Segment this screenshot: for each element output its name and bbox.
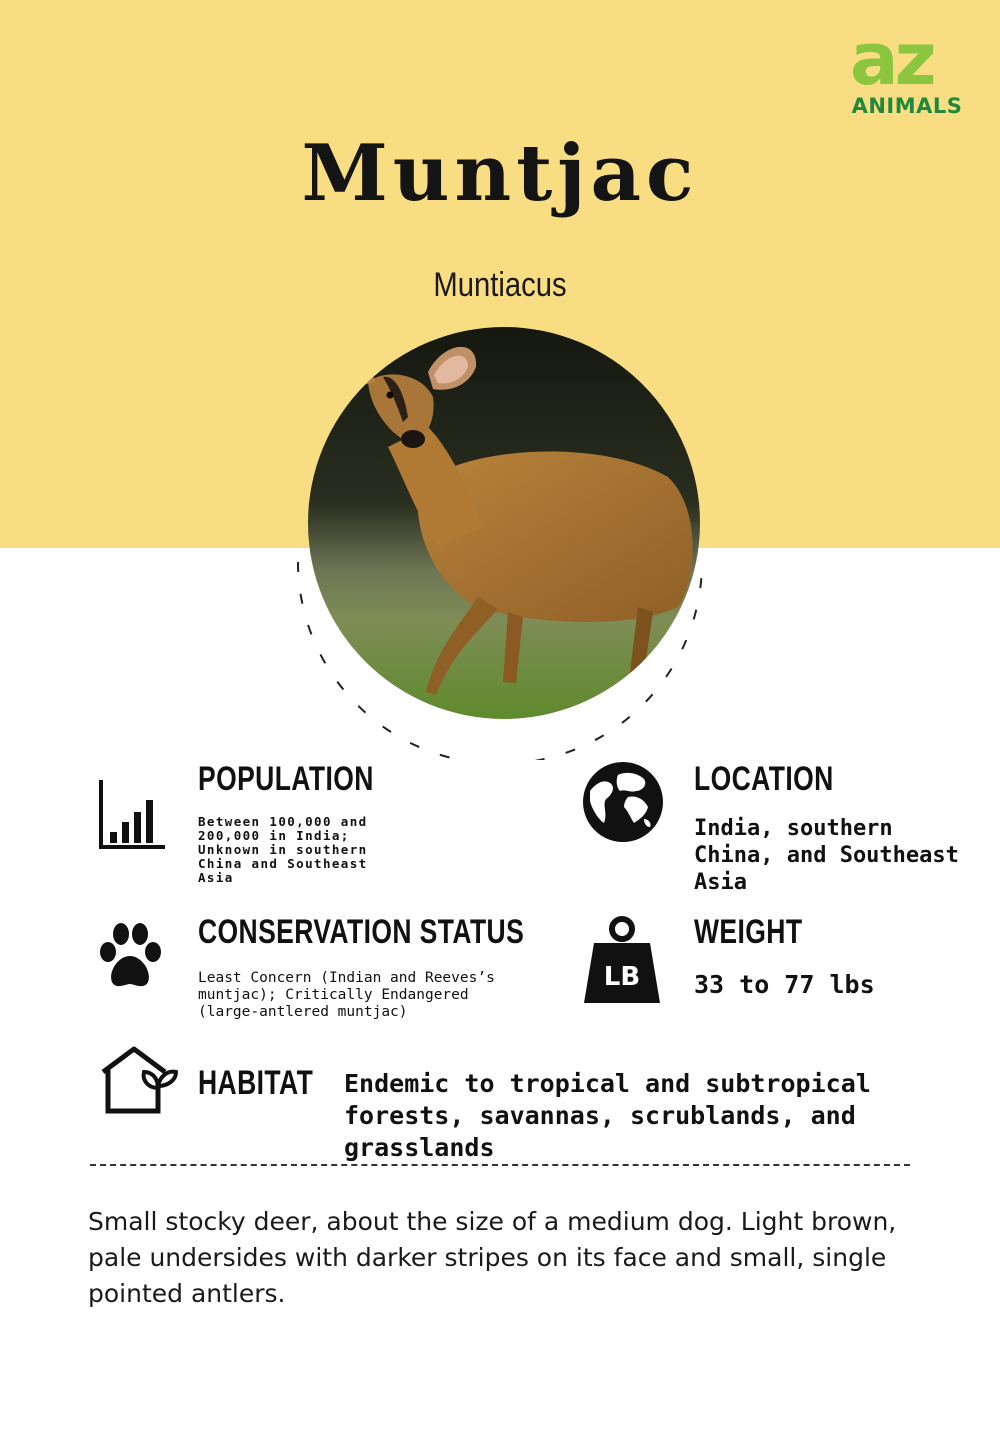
logo-letters: az [850, 24, 933, 94]
az-animals-logo[interactable] [842, 24, 972, 120]
page-title: Muntjac [301, 128, 699, 219]
location-value: India, southern China, and Southeast Asia [694, 816, 959, 895]
habitat-label: HABITAT [198, 1064, 314, 1102]
weight-icon [584, 915, 660, 1003]
conservation-value: Least Concern (Indian and Reeves’s muntjac); Critically Endangered (large-antlered muntjac) [198, 970, 495, 1020]
logo-text: ANIMALS [851, 94, 963, 118]
house-sprout-icon [100, 1046, 178, 1114]
population-value: Between 100,000 and 200,000 in India; Unknown in southern China and Southeast Asia [198, 814, 368, 885]
globe-icon [582, 761, 664, 843]
population-label: POPULATION [198, 760, 374, 798]
location-label: LOCATION [694, 760, 834, 798]
bar-chart-icon [98, 778, 166, 850]
paw-icon [96, 922, 164, 990]
habitat-value: Endemic to tropical and subtropical forests, savannas, scrublands, and grasslands [344, 1069, 871, 1162]
scientific-name: Muntiacus [433, 266, 567, 304]
dashed-divider [90, 1164, 910, 1166]
conservation-label: CONSERVATION STATUS [198, 913, 525, 951]
animal-description: Small stocky deer, about the size of a medium dog. Light brown, pale undersides with darker stripes on its face and small, single pointed antlers. [88, 1207, 897, 1308]
weight-value: 33 to 77 lbs [694, 970, 875, 999]
muntjac-photo [308, 327, 700, 719]
weight-icon-text: LB [603, 962, 641, 992]
weight-label: WEIGHT [694, 913, 803, 951]
az-logo-icon [846, 24, 966, 94]
muntjac-illustration [308, 327, 700, 719]
